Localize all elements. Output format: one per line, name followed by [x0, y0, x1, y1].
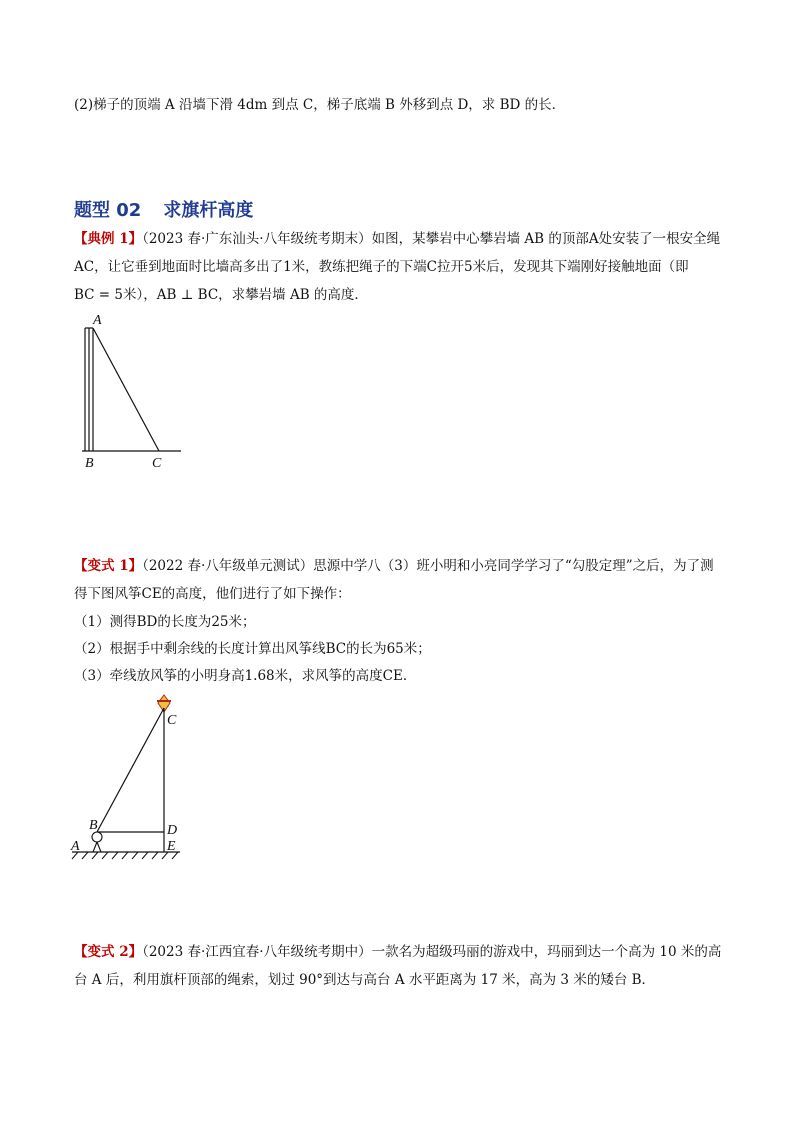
variant1-tag: 【变式 1】	[74, 558, 143, 574]
label-D: D	[167, 823, 178, 838]
section-label: 题型 02	[74, 200, 142, 221]
example1-tag: 【典例 1】	[74, 231, 143, 247]
example1-line1: 【典例 1】（2023 春·广东汕头·八年级统考期末）如图，某攀岩中心攀岩墙 AB 的顶部A处安装了一根安全绳	[74, 231, 721, 247]
label-B: B	[89, 818, 98, 833]
label-E: E	[167, 839, 176, 854]
variant1-step1: （1）测得BD的长度为25米；	[74, 614, 256, 630]
variant1-step2: （2）根据手中剩余线的长度计算出风筝线BC的长为65米；	[74, 641, 431, 657]
variant1-line1: 【变式 1】（2022 春·八年级单元测试）思源中学八（3）班小明和小亮同学学习了“勾股定理”之后，为了测	[74, 558, 714, 574]
label-C: C	[152, 456, 162, 471]
variant1-line2: 得下图风筝CE的高度，他们进行了如下操作：	[74, 586, 351, 602]
continuation-question: (2)梯子的顶端 A 沿墙下滑 4dm 到点 C，梯子底端 B 外移到点 D，求 BD 的长．	[74, 97, 566, 113]
variant1-step3: （3）牵线放风筝的小明身高1.68米，求风筝的高度CE．	[74, 668, 417, 684]
label-C: C	[167, 713, 177, 728]
section-heading: 求旗杆高度	[163, 200, 254, 221]
person-icon	[92, 832, 102, 852]
kite-string-BC	[97, 708, 164, 832]
example1-line3: BC = 5米），AB ⊥ BC，求攀岩墙 AB 的高度．	[74, 287, 368, 303]
variant2-tag: 【变式 2】	[74, 944, 143, 960]
label-B: B	[85, 456, 94, 471]
ground-hatching	[72, 852, 178, 859]
label-A: A	[93, 313, 102, 328]
example1-line2: AC，让它垂到地面时比墙高多出了1米，教练把绳子的下端C拉开5米后，发现其下端刚好接触地面（即	[74, 259, 689, 275]
label-A: A	[71, 839, 80, 854]
variant2-line1: 【变式 2】（2023 春·江西宜春·八年级统考期中）一款名为超级玛丽的游戏中，玛丽到达一个高为 10 米的高	[74, 944, 722, 960]
variant2-line2: 台 A 后，利用旗杆顶部的绳索，划过 90°到达与高台 A 水平距离为 17 米，高为 3 米的矮台 B．	[74, 972, 656, 988]
